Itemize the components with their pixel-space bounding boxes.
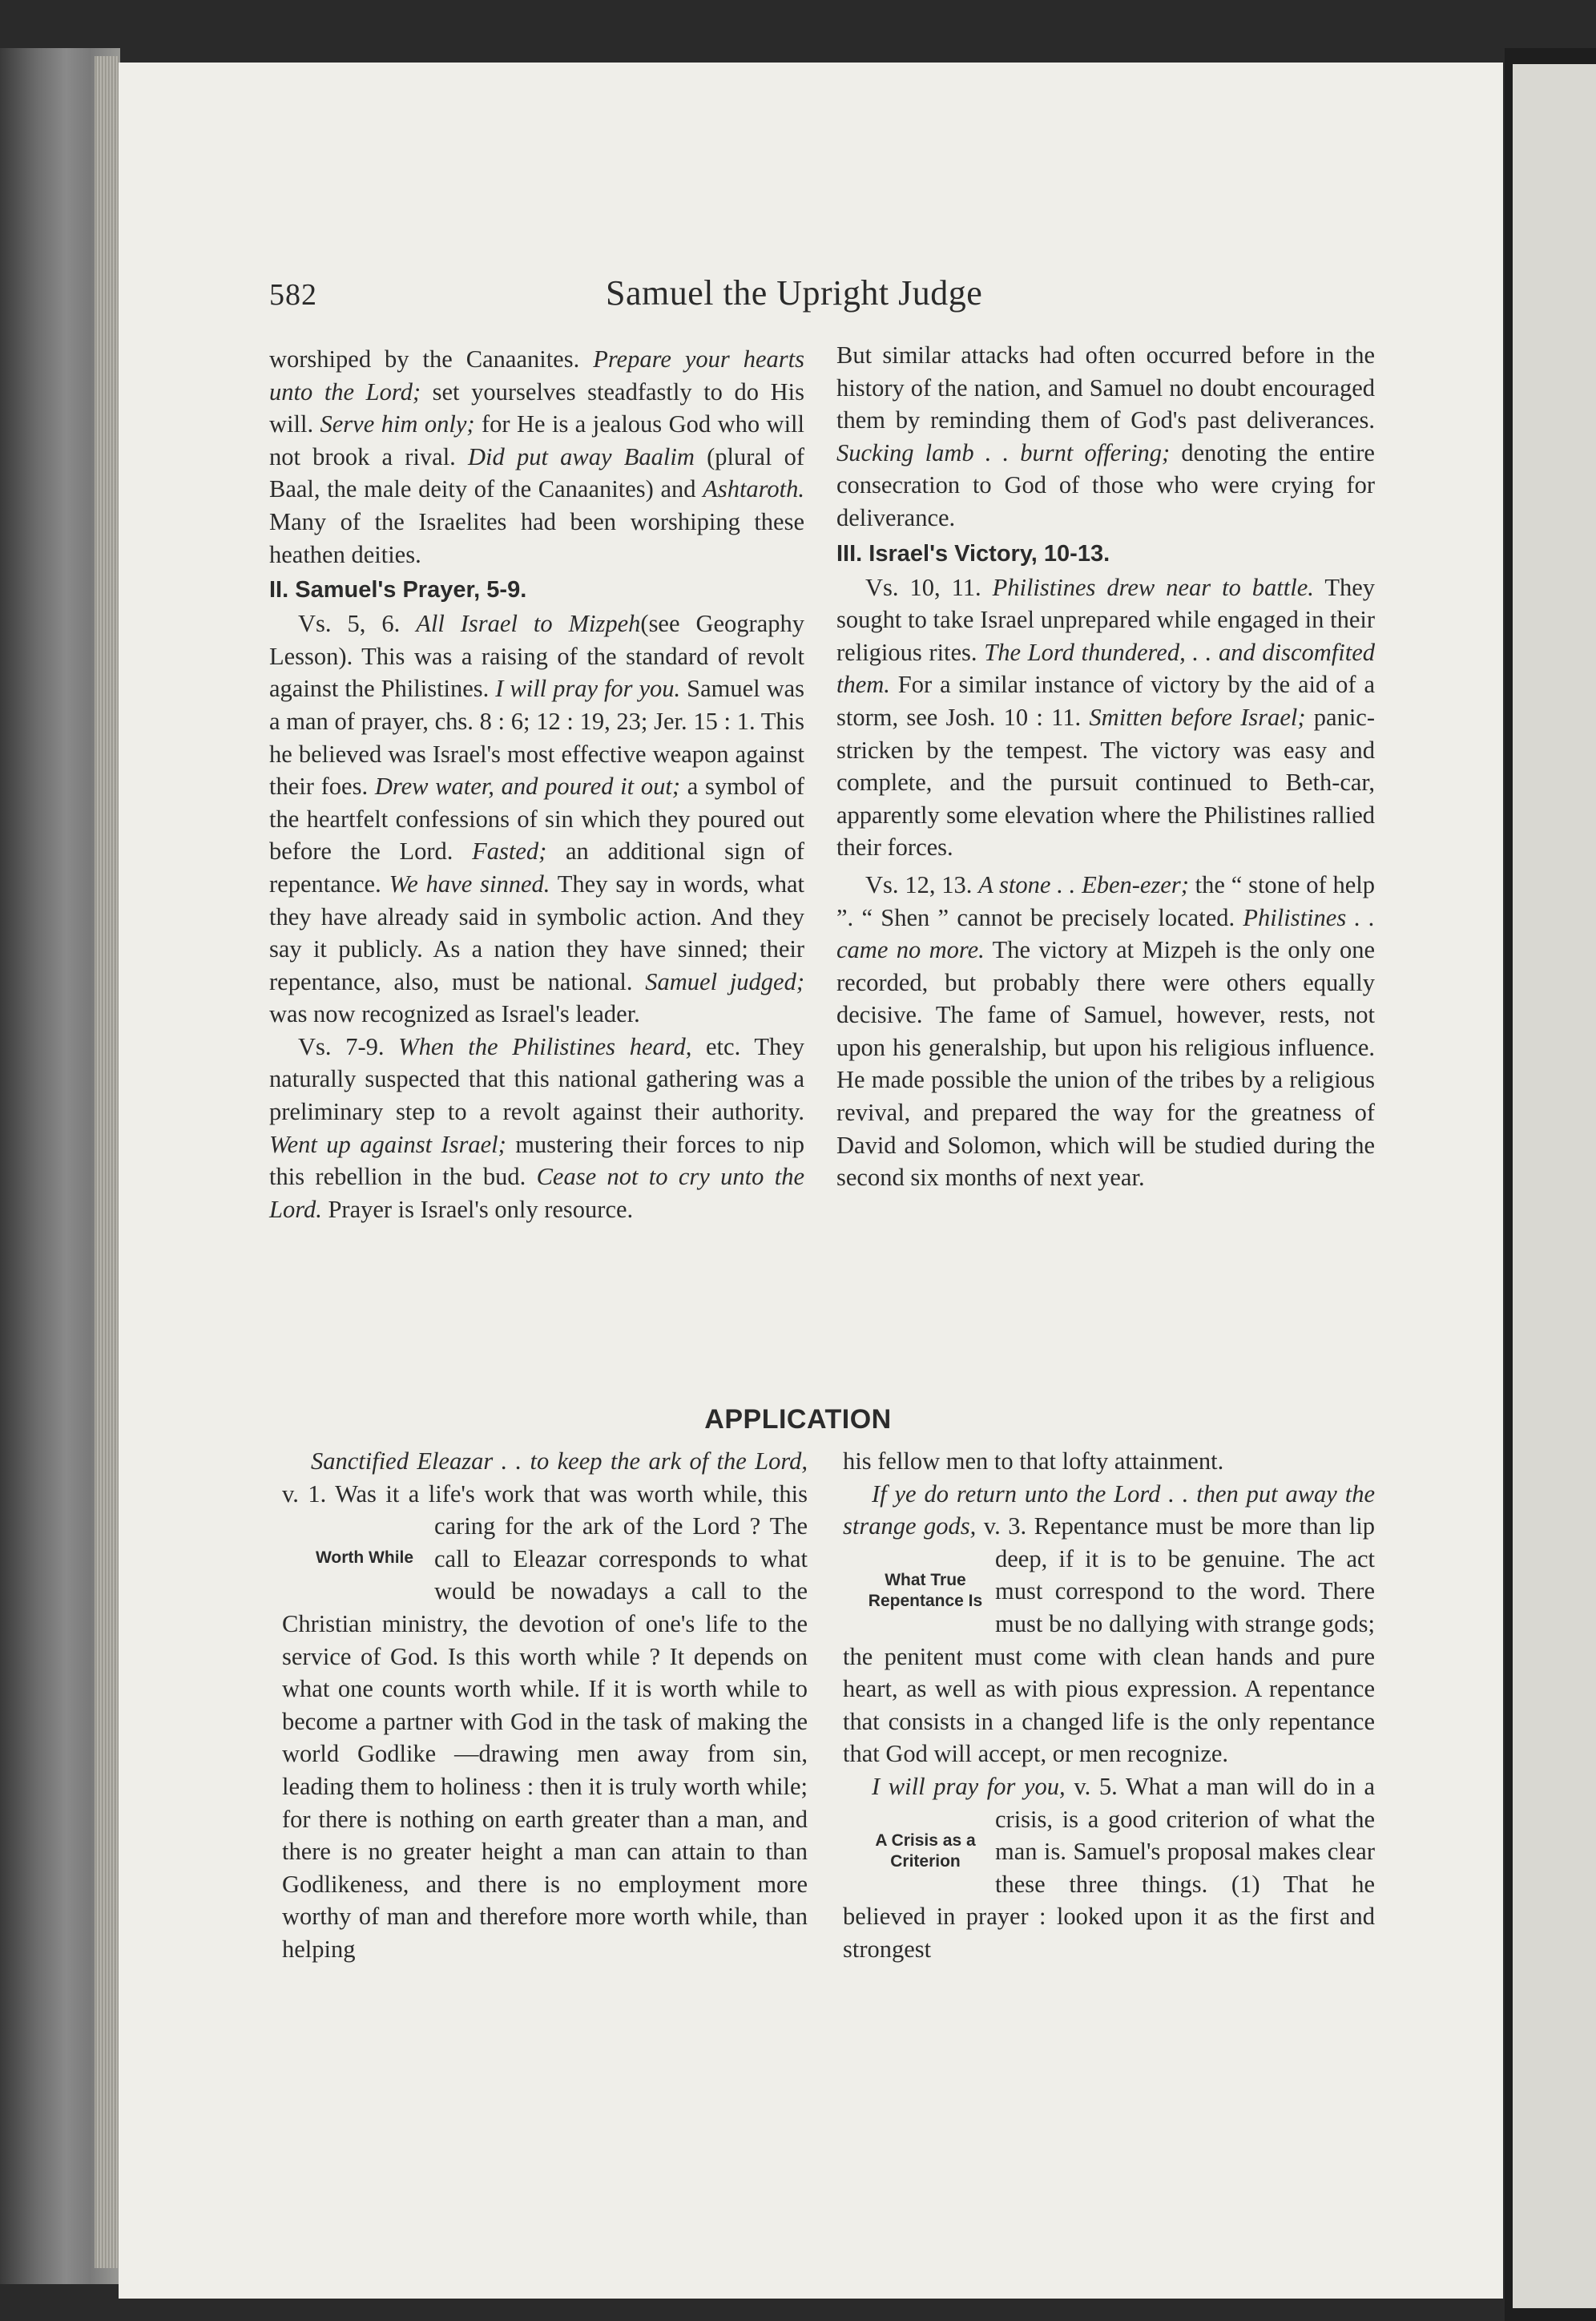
paragraph-text: The act must correspond to the word. There must be no dallying with strange gods; the penitent must come with clean hands and pure heart, as well as with pious expression. A repentance that consists in a changed life is the only repentance that God will accept, or men recognize.: [843, 1544, 1376, 1768]
paragraph: But similar attacks had often occurred before in the history of the nation, and Samuel no doubt encouraged them by reminding them of God's past deliverances. Sucking lamb . . burnt offering; denoting the entire consecration to God of those who were crying for deliverance.: [836, 341, 1375, 531]
paragraph: [843, 1478, 1375, 1770]
side-note-worth-while: [274, 1510, 426, 1606]
side-note-label: Criterion: [890, 1851, 961, 1871]
paragraph: [282, 1445, 808, 1966]
paragraph: Vs. 10, 11. Philistines drew near to battle. They sought to take Israel unprepared while engaged in their religious rites. The Lord thundered, . . and discomfited them. For a similar instance of victory by the aid of a storm, see Josh. 10 : 11. Smitten before Israel; panic-stricken by the tempest. The victory was easy and complete, and the pursuit continued to Beth-car, apparently some elevation where the Philistines rallied their forces.: [836, 573, 1376, 862]
side-note-crisis-criterion: [835, 1803, 987, 1899]
paragraph: worshiped by the Canaanites. Prepare your hearts unto the Lord; set yourselves steadfastly to do His will. Serve him only; for He is a jealous God who will not brook a rival. Did put away Baalim (plural of Baal, the male deity of the Canaanites) and Ashtaroth. Many of the Israelites had been worshiping these heathen deities.: [269, 345, 804, 568]
paragraph: [843, 1770, 1375, 1966]
column-left-top: [269, 343, 804, 1225]
paragraph-text: If ye do return unto the Lord . . then put away the strange gods, v. 3. Repentance must be more than lip deep, if it is to be genuine.: [843, 1479, 1375, 1572]
paragraph-text: Lord ? The call to Eleazar corresponds to what would be nowadays a call to the Christian ministry, the devotion of one's life to the service of God. Is this worth while ? It depends on what one counts worth while. If it is worth while to become a partner with God in the task of making the world Godlike —drawing men away from sin, leading them to holiness : then it is truly worth while; for there is nothing on earth greater than a man, and there is no greater height a man can attain to than Godlikeness, and there is no employment more worthy of man and therefore more worth while, than helping: [282, 1512, 808, 1963]
paragraph-text: Sanctified Eleazar . . to keep the ark of the Lord, v. 1. Was it a life's work that was worth while, this caring for the ark of the: [282, 1447, 808, 1540]
page-header: [269, 272, 1375, 321]
paragraph-text: I will pray for you, v. 5. What a man will do in a crisis, is a good criterion of what the: [872, 1772, 1375, 1833]
paragraph: Vs. 7-9. When the Philistines heard, etc. They naturally suspected that this national gathering was a preliminary step to a revolt against their authority. Went up against Israel; mustering their forces to nip this rebellion in the bud. Cease not to cry unto the Lord. Prayer is Israel's only resource.: [269, 1032, 804, 1223]
application-heading: APPLICATION: [704, 1404, 892, 1435]
next-page-edge: [1513, 64, 1596, 2308]
section-heading-3: III. Israel's Victory, 10-13.: [836, 540, 1110, 567]
paragraph: Vs. 12, 13. A stone . . Eben-ezer; the “ stone of help ”. “ Shen ” cannot be precisely located. Philistines . . came no more. The victory at Mizpeh is the only one recorded, but probably there were others equally decisive. The fame of Samuel, however, rests, not upon his generalship, but upon his religious influence. He made possible the union of the tribes by a religious revival, and prepared the way for the greatness of David and Solomon, which will be studied during the second six months of next year.: [836, 870, 1376, 1192]
side-note-label: Repentance Is: [868, 1591, 983, 1610]
paragraph: his fellow men to that lofty attainment.: [843, 1447, 1224, 1475]
running-title: Samuel the Upright Judge: [606, 273, 983, 313]
side-note-label: What True: [885, 1570, 966, 1589]
side-note-label: Worth While: [315, 1548, 414, 1568]
section-heading-2: II. Samuel's Prayer, 5-9.: [269, 577, 527, 603]
side-note-what-true-repentance: [835, 1543, 987, 1639]
side-note-label: A Crisis as a: [875, 1831, 976, 1850]
column-right-top: [836, 339, 1375, 1194]
paragraph-text: man is. Samuel's proposal makes clear these three things. (1) That he believed in prayer : looked upon it as the first and strongest: [843, 1838, 1375, 1963]
column-left-bottom: [282, 1445, 808, 1966]
paragraph: Vs. 5, 6. All Israel to Mizpeh(see Geography Lesson). This was a raising of the standard of revolt against the Philistines. I will pray for you. Samuel was a man of prayer, chs. 8 : 6; 12 : 19, 23; Jer. 15 : 1. This he believed was Israel's most effective weapon against their foes. Drew water, and poured it out; a symbol of the heartfelt confessions of sin which they poured out before the Lord. Fasted; an additional sign of repentance. We have sinned. They say in words, what they have already said in symbolic action. And they say it publicly. As a nation they have sinned; their repentance, also, must be national. Samuel judged; was now recognized as Israel's leader.: [269, 610, 805, 1028]
column-right-bottom: [843, 1445, 1375, 1966]
page-number: 582: [269, 278, 317, 312]
page-edges: [95, 56, 119, 2268]
